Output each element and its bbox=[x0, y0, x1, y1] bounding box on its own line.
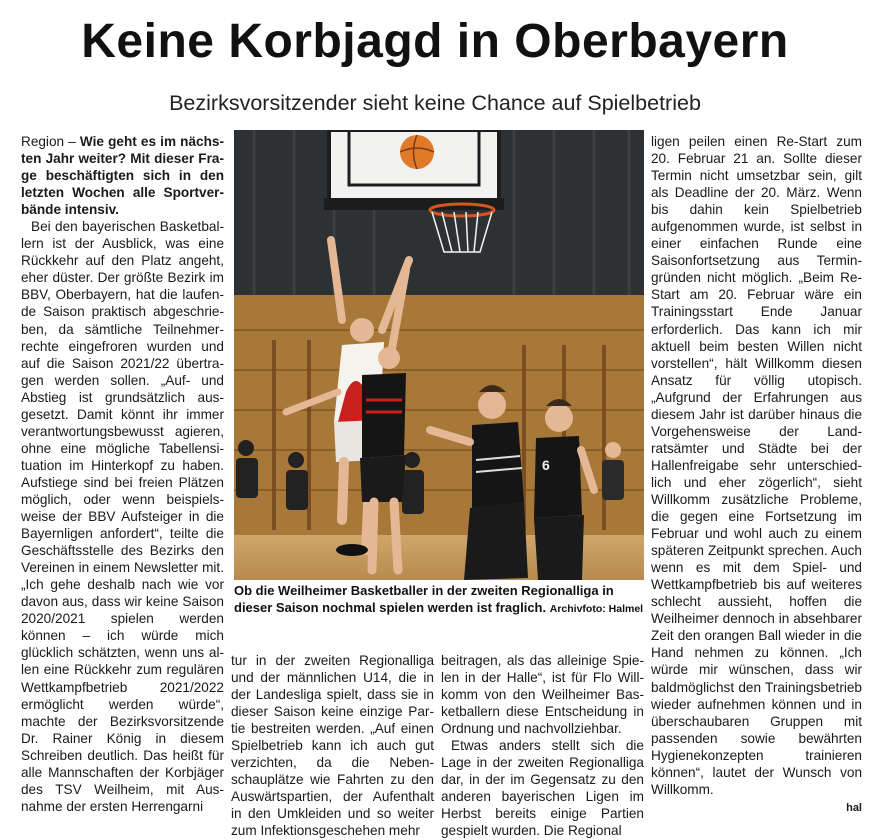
dateline: Region – bbox=[21, 134, 80, 149]
author-byline: hal bbox=[846, 801, 862, 814]
article-column-3 bbox=[441, 652, 644, 840]
body-paragraph: Bei den bayerischen Basketballern ist der Ausblick, was eine Rückkehr auf den Platz angeht, eher düster. Der größte Bezirk im BBV, Oberbayern, hat die laufende Saison praktisch abgeschrieben, da sämtliche Teilnehmerrechte eingefroren wurden und auf die Saison 2021/22 übertragen werden sollen. „Auf- und Abstieg ist grundsätzlich ausgesetzt. Damit könnt ihr immer verantwortungsbewusst agieren, ohne eine mögliche Tabellensituation im Hinterkopf zu haben. Aufstiege sind bei freien Plätzen möglich, oder wenn beispielsweise der BBV Aufsteiger in die Bayernligen anfordert“, teilte die Geschäftsstelle des Bezirks den Vereinen in einem Newsletter mit. „Ich gehe deshalb nach wie vor davon aus, dass wir keine Saison 2020/2021 spielen werden können – ich würde mich glücklich schätzten, wenn uns allen eine Rückkehr zum regulären Wettkampfbetrieb 2021/2022 ermöglicht werden würde“, machte der Bezirksvorsitzende Dr. Rainer König in diesem Schreiben deutlich. Das heißt für alle Mannschaften der Korbjäger des TSV Weilheim, mit Ausnahme der ersten Herrengarni bbox=[21, 219, 224, 814]
article-photo bbox=[234, 130, 644, 580]
photo-credit: Archivfoto: Halmel bbox=[549, 602, 644, 615]
lead-paragraph bbox=[21, 133, 224, 218]
basketball-photo-illustration bbox=[234, 130, 644, 580]
article-column-2 bbox=[231, 652, 434, 840]
article-column-4 bbox=[651, 133, 862, 817]
article-column-1 bbox=[21, 133, 224, 815]
lead-text: Wie geht es im nächsten Jahr weiter? Mit dieser Frage beschäftigten sich in den letzten Wochen alle Sportverbände intensiv. bbox=[21, 134, 224, 218]
photo-caption bbox=[234, 583, 646, 617]
subheadline: Bezirksvorsitzender sieht keine Chance auf Spielbetrieb bbox=[169, 91, 701, 115]
body-paragraph: Etwas anders stellt sich die Lage in der zweiten Regionalliga dar, in der im Gegensatz zu den anderen bayerischen Ligen im Herbst bereits einige Partien gespielt wurden. Die Regional bbox=[441, 738, 644, 839]
body-paragraph: tur in der zweiten Regionalliga und der männlichen U14, die in der Landesliga spielt, dass sie in dieser Saison keine einzige Partie bestreiten werden. „Auf einen Spielbetrieb kann ich auch gut verzichten, da die Nebenschauplätze wie Fahrten zu den Auswärtspartien, der Aufenthalt in den Umkleiden und so weiter zum Infektionsgeschehen mehr bbox=[231, 653, 434, 839]
jersey-number: 6 bbox=[542, 457, 550, 473]
body-paragraph: beitragen, als das alleinige Spielen in der Halle“, ist für Flo Willkomm von den Weilheimer Basketballern diese Entscheidung in Ordnung und nachvollziehbar. bbox=[441, 653, 644, 737]
caption-text: Ob die Weilheimer Basketballer in der zweiten Regionalliga in dieser Saison nochmal spielen werden ist fraglich. bbox=[234, 583, 614, 615]
headline: Keine Korbjagd in Oberbayern bbox=[81, 15, 789, 68]
body-paragraph: ligen peilen einen Re-Start zum 20. Februar 21 an. Sollte dieser Termin nicht umsetzbar sein, gilt als Deadline der 20. März. Wenn bis dahin kein Spielbetrieb aufgenommen wurde, ist selbst in einer einfachen Runde eine Saisonfortsetzung aus Termingründen nicht möglich. „Beim Re-Start am 20. Februar wäre ein Trainingsstart Ende Januar erforderlich. Das kann ich mir aktuell beim besten Willen nicht vorstellen“, hält Willkomm diesen Ansatz für völlig utopisch. „Aufgrund der Erfahrungen aus diesem Jahr ist darüber hinaus die Vorgehensweise der Landratsämter und Städte bei der Hallenfreigabe sehr unterschiedlich und eher zögerlich“, sieht Willkomm zusätzliche Probleme, die gegen eine Fortsetzung im Februar und wohl auch zu einem späteren Zeitpunkt sprechen. Auch wenn es mit dem Spiel- und Wettkampfbetrieb bis auf weiteres schlecht aussieht, hoffen die Weilheimer dennoch in absehbarer Zeit den orangen Ball wieder in die Hand nehmen zu können. „Ich würde mir wünschen, dass wir baldmöglichst den Trainingsbetrieb wieder aufnehmen können und in überschaubaren Gruppen mit passenden sowie bewährten Hygienekonzepten trainieren können“, lautet der Wunsch von Willkomm. bbox=[651, 134, 862, 797]
